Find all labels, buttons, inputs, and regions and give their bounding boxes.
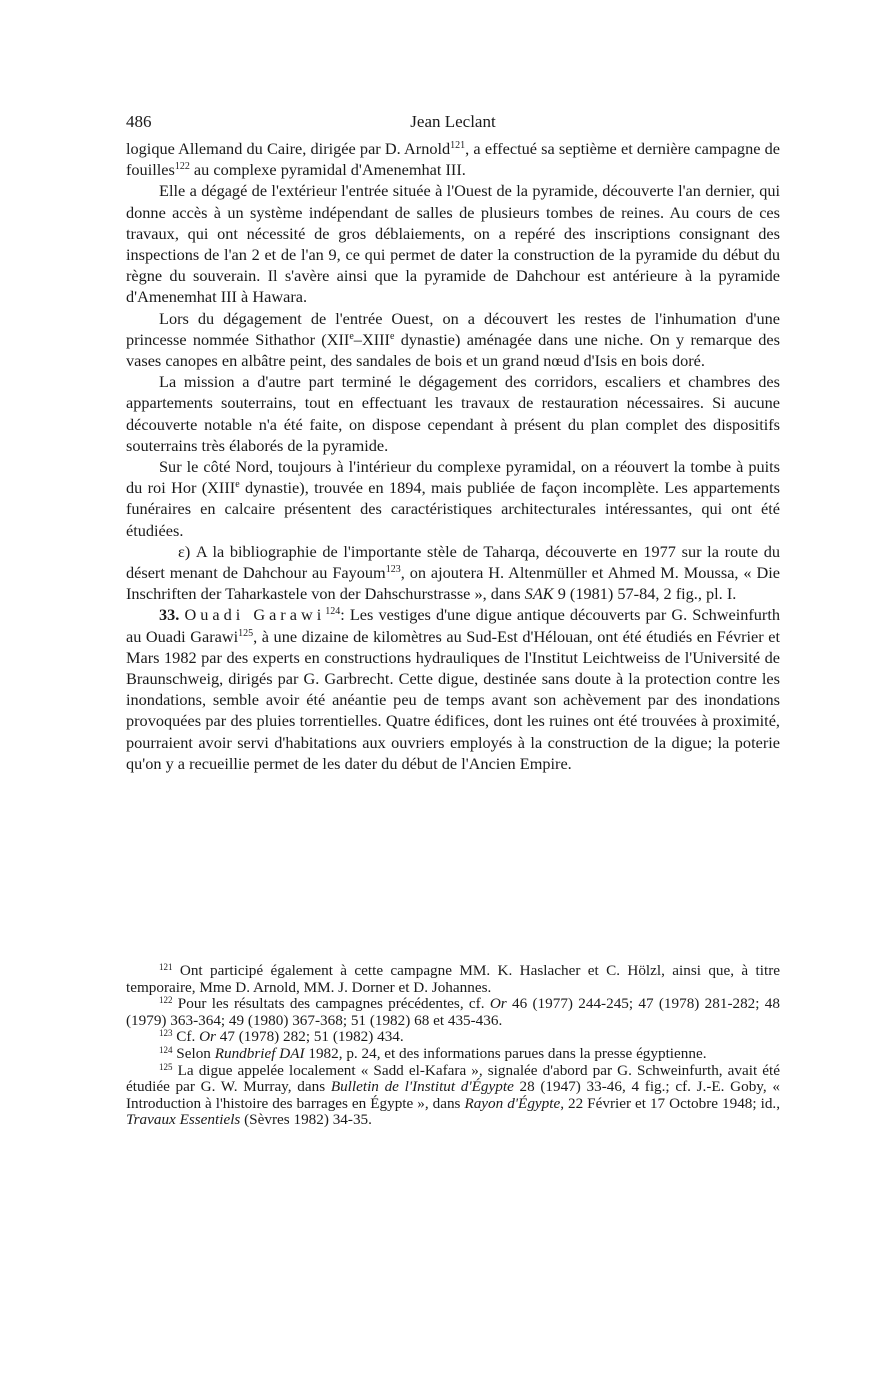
footnote-ref[interactable]: 124: [325, 606, 341, 618]
footnote: $^{122}$ Pour les résultats des campagnes précédentes, cf. Or 46 (1977) 244-245; 47 (1978) 281-282; 48 (1979) 363-364; 49 (1980) 367-368; 51 (1982) 68 et 435-436.: [126, 995, 780, 1029]
section-paragraph: 33. Ouadi Garawi$^{124}$: Les vestiges d'une digue antique découverts par G. Schweinfurth au Ouadi Garawi$^{125}$, à une dizaine de kilomètres au Sud-Est d'Hélouan, ont été étudiés en Février et Mars 1982 par des experts en constructions hydrauliques de l'Institut Leichtweiss de l'Université de Braunschweig, dirigés par G. Garbrecht. Cette digue, destinée sans doute à la protection contre les inondations, semble avoir été anéantie peu de temps avant son achèvement par des inondations provoquées par des pluies torrentielles. Quatre édifices, dont les ruines ont été trouvées à proximité, pourraient avoir servi d'habitations aux ouvriers employés à la construction de la digue; la poterie qu'on y a recueillie permet de les dater du début de l'Ancien Empire.: [126, 605, 781, 773]
footnotes: [126, 963, 780, 1129]
footnote: $^{124}$ Selon Rundbrief DAI 1982, p. 24, et des informations parues dans la presse égyptienne.: [159, 1044, 707, 1062]
page: [126, 108, 780, 774]
footnote-ref[interactable]: 122: [174, 161, 190, 173]
page-header: [126, 108, 780, 138]
section-title: Ouadi Garawi: [184, 605, 326, 625]
paragraph: La mission a d'autre part terminé le dégagement des corridors, escaliers et chambres des appartements souterrains, tout en effectuant les travaux de restauration nécessaires. Si aucune découverte notable n'a été faite, on dispose cependant à présent du plan complet des dispositifs souterrains très élaborés de la pyramide.: [126, 372, 780, 455]
body-text: [126, 138, 780, 774]
footnote-ref[interactable]: 125: [238, 627, 254, 639]
page-number: 486: [126, 112, 152, 131]
footnote-ref[interactable]: 123: [385, 564, 401, 576]
footnote: $^{121}$ Ont participé également à cette campagne MM. K. Haslacher et C. Hölzl, ainsi que, à titre temporaire, Mme D. Arnold, MM. J. Dorner et D. Johannes.: [126, 962, 780, 996]
footnote: $^{123}$ Cf. Or 47 (1978) 282; 51 (1982) 434.: [159, 1028, 404, 1046]
paragraph: Elle a dégagé de l'extérieur l'entrée située à l'Ouest de la pyramide, découverte l'an dernier, qui donne accès à un système indépendant de salles de plusieurs tombes de reines. Au cours de ces travaux, qui ont nécessité de gros déblaiements, on a repéré des inscriptions consignant des inspections de l'an 2 et de l'an 9, ce qui permet de dater la construction de la pyramide du début du règne du souverain. Il s'avère ainsi que la pyramide de Dahchour est antérieure à la pyramide d'Amenemhat III à Hawara.: [126, 181, 780, 307]
paragraph: Lors du dégagement de l'entrée Ouest, on a découvert les restes de l'inhumation d'une princesse nommée Sithathor (XIIe–XIIIe dynastie) aménagée dans une niche. On y remarque des vases canopes en albâtre peint, des sandales de bois et un grand nœud d'Isis en bois doré.: [126, 308, 780, 371]
running-head: Jean Leclant: [410, 112, 496, 131]
paragraph: logique Allemand du Caire, dirigée par D. Arnold$^{121}$, a effectué sa septième et dernière campagne de fouilles$^{122}$ au complexe pyramidal d'Amenemhat III.: [126, 139, 780, 180]
section-number: 33.: [159, 605, 180, 625]
footnote: $^{125}$ La digue appelée localement « Sadd el-Kafara », signalée d'abord par G. Schweinfurth, avait été étudiée par G. W. Murray, dans Bulletin de l'Institut d'Égypte 28 (1947) 33-46, 4 fig.; cf. J.-E. Goby, « Introduction à l'histoire des barrages en Égypte », dans Rayon d'Égypte, 22 Février et 17 Octobre 1948; id., Travaux Essentiels (Sèvres 1982) 34-35.: [126, 1061, 781, 1129]
footnote-ref[interactable]: 121: [450, 140, 466, 151]
paragraph: Sur le côté Nord, toujours à l'intérieur du complexe pyramidal, on a réouvert la tombe à puits du roi Hor (XIIIe dynastie), trouvée en 1894, mais publiée de façon incomplète. Les appartements funéraires en calcaire présentent des caractéristiques architecturales intéressantes, qui ont été étudiées.: [126, 457, 781, 540]
paragraph: ε) A la bibliographie de l'importante stèle de Taharqa, découverte en 1977 sur la route du désert menant de Dahchour au Fayoum$^{123}$, on ajoutera H. Altenmüller et Ahmed M. Moussa, « Die Inschriften der Taharkastele von der Dahschurstrasse », dans SAK 9 (1981) 57-84, 2 fig., pl. I.: [126, 541, 780, 604]
